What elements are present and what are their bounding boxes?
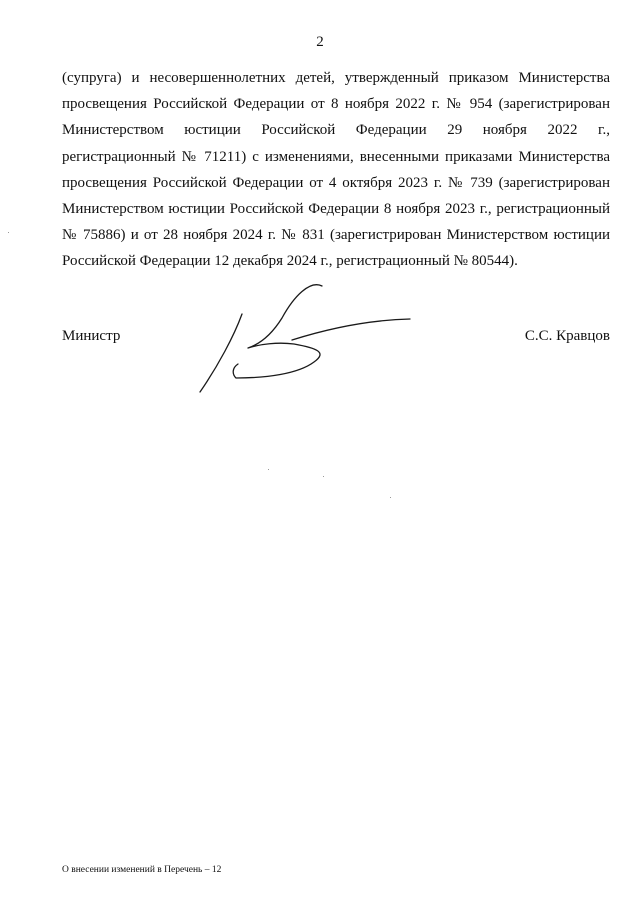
- body-line: (супруга) и несовершеннолетних детей, утвержденный приказом Министерства: [62, 70, 610, 86]
- page-number: 2: [316, 34, 324, 50]
- document-footer: О внесении изменений в Перечень – 12: [62, 865, 222, 875]
- scan-speck: [323, 476, 324, 477]
- body-line: Министерством юстиции Российской Федерации 8 ноября 2023 г., регистрационный: [62, 200, 610, 217]
- body-line: Министерством юстиции Российской Федерации 29 ноября 2022 г.,: [62, 122, 610, 139]
- handwritten-signature: [190, 280, 420, 400]
- body-line: регистрационный № 71211) с изменениями, внесенными приказами Министерства: [62, 148, 610, 165]
- body-line: Российской Федерации 12 декабря 2024 г., регистрационный № 80544).: [62, 253, 518, 270]
- scan-speck: [8, 232, 9, 233]
- body-line: № 75886) и от 28 ноября 2024 г. № 831 (зарегистрирован Министерством юстиции: [62, 227, 610, 244]
- scan-speck: [390, 497, 391, 498]
- scan-speck: [268, 469, 269, 470]
- body-line: просвещения Российской Федерации от 8 ноября 2022 г. № 954 (зарегистрирован: [62, 96, 610, 113]
- signatory-name: С.С. Кравцов: [524, 328, 610, 344]
- body-paragraph: [62, 65, 610, 275]
- body-line: просвещения Российской Федерации от 4 октября 2023 г. № 739 (зарегистрирован: [62, 174, 610, 191]
- signatory-title: Министр: [62, 328, 121, 344]
